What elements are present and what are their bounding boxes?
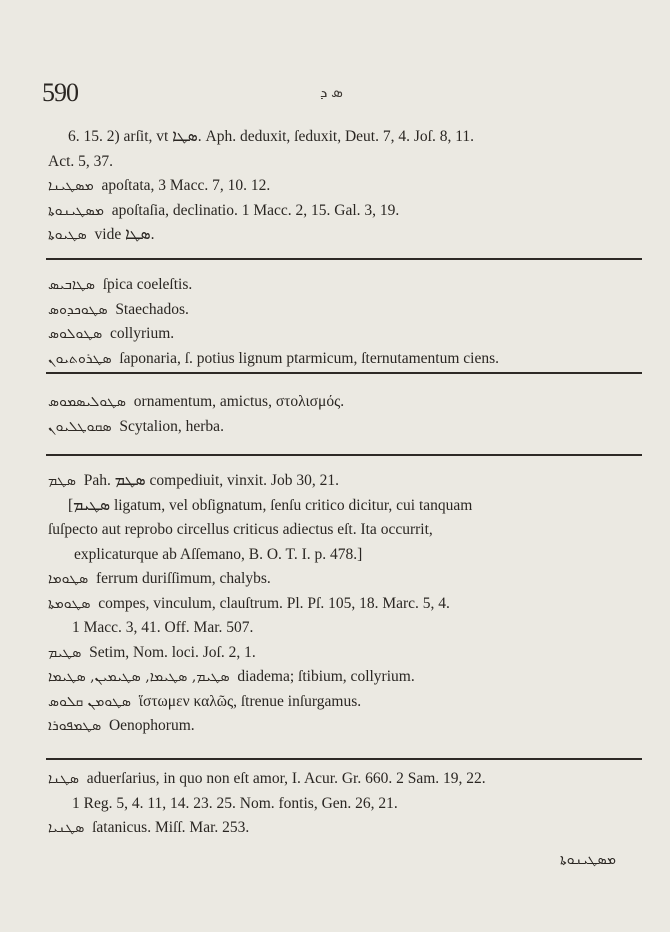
entry-line: [48, 595, 450, 613]
entry-line: [48, 153, 113, 171]
syriac-headword: ܣܛܘܡܐ: [48, 571, 89, 587]
syriac-headword: ܣܛܡܦܘܪܐ: [48, 718, 102, 734]
entry-line: [48, 668, 415, 686]
entry-line: [74, 546, 362, 564]
running-head: ܣ ܕ: [320, 85, 344, 101]
entry-text: Act. 5, 37.: [48, 152, 114, 170]
entry-text: explicaturque ab Aſſemano, B. O. T. I. p. 478.]: [74, 545, 363, 563]
syriac-headword: ܣܛܘܡܬܐ: [48, 595, 91, 612]
syriac-headword: ܣܛܝܡ: [48, 644, 82, 661]
entry-line: [72, 619, 253, 637]
entry-line: [68, 497, 472, 515]
entry-text: ἵστωμεν καλῶς, ſtrenue inſurgamus.: [138, 692, 362, 710]
syriac-headword: ܡܣܛܝܢܘܬܐ: [48, 202, 104, 219]
entry-text: ferrum duriſſimum, chalybs.: [96, 570, 271, 587]
entry-line: [48, 276, 192, 294]
entry-line: [48, 418, 224, 436]
entry-line: [48, 570, 271, 588]
entry-line: [48, 693, 361, 711]
entry-text: ſatanicus. Miſſ. Mar. 253.: [92, 819, 250, 836]
entry-text: apoſtata, 3 Macc. 7, 10. 12.: [101, 177, 271, 194]
entry-line: [48, 226, 155, 244]
entry-line: [48, 202, 399, 220]
syriac-headword: ܣܛܝܡ, ܣܛܝܡܐ, ܣܛܝܡܝܢ, ܣܛܝܡܐ: [48, 669, 230, 685]
syriac-headword: ܡܣܛܝܢܐ: [48, 178, 94, 194]
entry-text: ſuſpecto aut reprobo circellus criticus adiectus eſt. Ita occurrit,: [48, 521, 433, 538]
catchword: ܡܣܛܝܢܘܬܐ: [560, 853, 616, 868]
section-rule: [46, 454, 642, 456]
entry-text: 1 Macc. 3, 41. Off. Mar. 507.: [72, 619, 254, 636]
entry-line: [48, 770, 486, 788]
entry-text: vide ܣܛܐ.: [94, 226, 155, 243]
entry-line: [68, 128, 474, 146]
entry-text: 1 Reg. 5, 4. 11, 14. 23. 25. Nom. fontis, Gen. 26, 21.: [72, 794, 398, 812]
entry-text: ornamentum, amictus, στολισμός.: [133, 393, 345, 410]
entry-line: [48, 177, 270, 195]
section-rule: [46, 372, 642, 374]
entry-line: [48, 717, 195, 735]
entry-line: [48, 644, 256, 662]
entry-text: ſaponaria, ſ. potius lignum ptarmicum, ſternutamentum ciens.: [119, 349, 499, 367]
syriac-headword: ܣܛܡ: [48, 473, 76, 489]
syriac-headword: ܣܛܘܟܕܘܣ: [48, 301, 108, 318]
entry-text: collyrium.: [109, 325, 175, 342]
syriac-headword: ܣܛܘܠܘܣ: [48, 326, 103, 342]
entry-line: [48, 472, 339, 490]
syriac-headword: ܣܛܪܘܬܝܘܢ: [48, 350, 112, 367]
section-rule: [46, 258, 642, 260]
entry-text: Setim, Nom. loci. Joſ. 2, 1.: [89, 643, 256, 661]
entry-text: ſpica coeleſtis.: [102, 276, 193, 293]
entry-line: [48, 393, 344, 411]
syriac-headword: ܣܛܢܝܐ: [48, 820, 85, 836]
page-number: 590: [42, 78, 78, 107]
entry-text: apoſtaſia, declinatio. 1 Macc. 2, 15. Gal. 3, 19.: [111, 201, 400, 219]
syriac-headword: ܣܛܘܠܝܣܡܘܣ: [48, 394, 127, 410]
entry-text: diadema; ſtibium, collyrium.: [237, 668, 415, 685]
entry-text: 6. 15. 2) arſit, vt ܣܛܐ. Aph. deduxit, ſeduxit, Deut. 7, 4. Joſ. 8, 11.: [68, 128, 475, 145]
entry-text: compes, vinculum, clauſtrum. Pl. Pſ. 105, 18. Marc. 5, 4.: [98, 594, 450, 612]
entry-text: aduerſarius, in quo non eſt amor, I. Acur. Gr. 660. 2 Sam. 19, 22.: [86, 770, 486, 787]
syriac-headword: ܣܛܐܒܝܣ: [48, 277, 95, 293]
entry-line: [48, 325, 174, 343]
entry-text: Staechados.: [115, 300, 189, 318]
entry-line: [48, 521, 433, 539]
section-rule: [46, 758, 642, 760]
entry-text: Pah. ܣܛܡ compediuit, vinxit. Job 30, 21.: [83, 472, 339, 489]
syriac-headword: ܣܛܘܡܢ ܩܠܘܣ: [48, 693, 132, 710]
entry-text: Oenophorum.: [108, 717, 195, 734]
entry-line: [48, 301, 189, 319]
syriac-headword: ܣܩܘܛܠܝܘܢ: [48, 418, 112, 435]
entry-text: [ܣܛܝܡ ligatum, vel obſignatum, ſenſu critico dicitur, cui tanquam: [68, 496, 473, 514]
entry-text: Scytalion, herba.: [119, 417, 224, 435]
syriac-headword: ܣܛܝܘܬܐ: [48, 227, 87, 243]
entry-line: [48, 350, 499, 368]
syriac-headword: ܣܛܢܐ: [48, 771, 79, 787]
entry-line: [48, 819, 249, 837]
entry-line: [72, 795, 398, 813]
